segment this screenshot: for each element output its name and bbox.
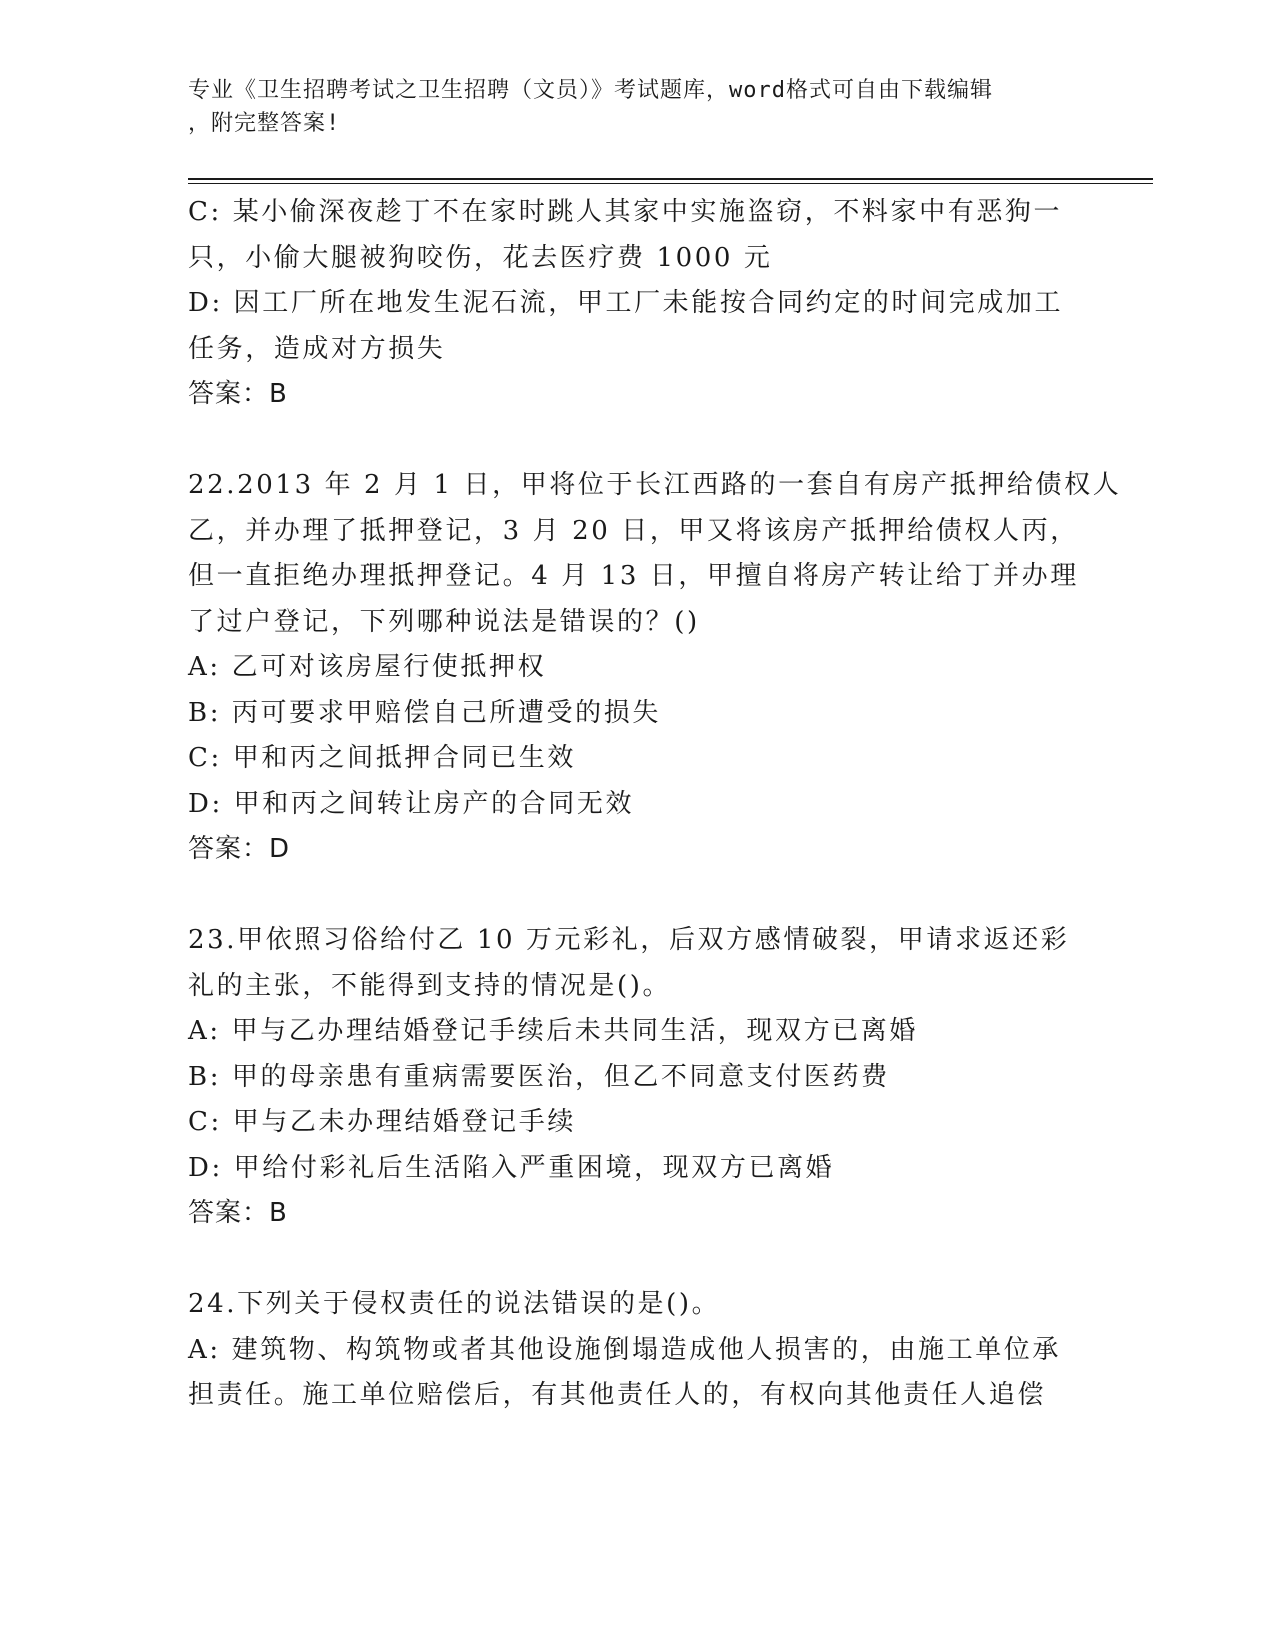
question-stem: 了过户登记，下列哪种说法是错误的？() [188, 606, 700, 637]
option-a: A: 甲与乙办理结婚登记手续后未共同生活，现双方已离婚 [188, 1016, 919, 1046]
option-a: A: 建筑物、构筑物或者其他设施倒塌造成他人损害的，由施工单位承 [188, 1334, 1062, 1365]
option-d: D: 甲给付彩礼后生活陷入严重困境，现双方已离婚 [188, 1152, 835, 1183]
question-stem: 乙，并办理了抵押登记，3 月 20 日，甲又将该房产抵押给债权人丙， [188, 515, 1079, 546]
answer: 答案：B [188, 1198, 288, 1228]
question-stem: 22.2013 年 2 月 1 日，甲将位于长江西路的一套自有房产抵押给债权人 [188, 470, 1122, 500]
header-line: ，附完整答案! [188, 111, 341, 136]
question-stem: 23.甲依照习俗给付乙 10 万元彩礼，后双方感情破裂，甲请求返还彩 [188, 925, 1070, 955]
option-d: 任务，造成对方损失 [188, 333, 446, 364]
question-23 [188, 918, 1088, 1237]
question-24 [188, 1282, 1088, 1419]
question-22 [188, 463, 1122, 873]
option-a: 担责任。施工单位赔偿后，有其他责任人的，有权向其他责任人追偿 [188, 1380, 1047, 1410]
answer: 答案：D [188, 834, 291, 864]
question-stem: 24.下列关于侵权责任的说法错误的是()。 [188, 1289, 721, 1319]
option-c: C: 某小偷深夜趁丁不在家时跳人其家中实施盗窃，不料家中有恶狗一 [188, 197, 1063, 227]
header-divider [188, 178, 1153, 180]
spacer [188, 418, 1088, 464]
option-b: B: 甲的母亲患有重病需要医治，但乙不同意支付医药费 [188, 1061, 890, 1092]
page-header [188, 74, 1088, 140]
option-d: D: 因工厂所在地发生泥石流，甲工厂未能按合同约定的时间完成加工 [188, 288, 1064, 318]
option-c: C: 甲与乙未办理结婚登记手续 [188, 1107, 576, 1137]
option-b: B: 丙可要求甲赔偿自己所遭受的损失 [188, 697, 661, 728]
option-a: A: 乙可对该房屋行使抵押权 [188, 652, 547, 682]
spacer [188, 1237, 1088, 1283]
document-body [188, 190, 1122, 1419]
option-d: D: 甲和丙之间转让房产的合同无效 [188, 788, 635, 819]
spacer [188, 873, 1088, 919]
question-stem: 但一直拒绝办理抵押登记。4 月 13 日，甲擅自将房产转让给丁并办理 [188, 561, 1079, 591]
header-line: 专业《卫生招聘考试之卫生招聘（文员）》考试题库，word格式可自由下载编辑 [188, 78, 993, 103]
question-stem: 礼的主张，不能得到支持的情况是()。 [188, 970, 672, 1001]
header-divider [188, 183, 1153, 184]
question-21 [188, 190, 1088, 418]
answer: 答案：B [188, 379, 288, 409]
option-c: C: 甲和丙之间抵押合同已生效 [188, 743, 576, 773]
option-c: 只，小偷大腿被狗咬伤，花去医疗费 1000 元 [188, 242, 773, 273]
